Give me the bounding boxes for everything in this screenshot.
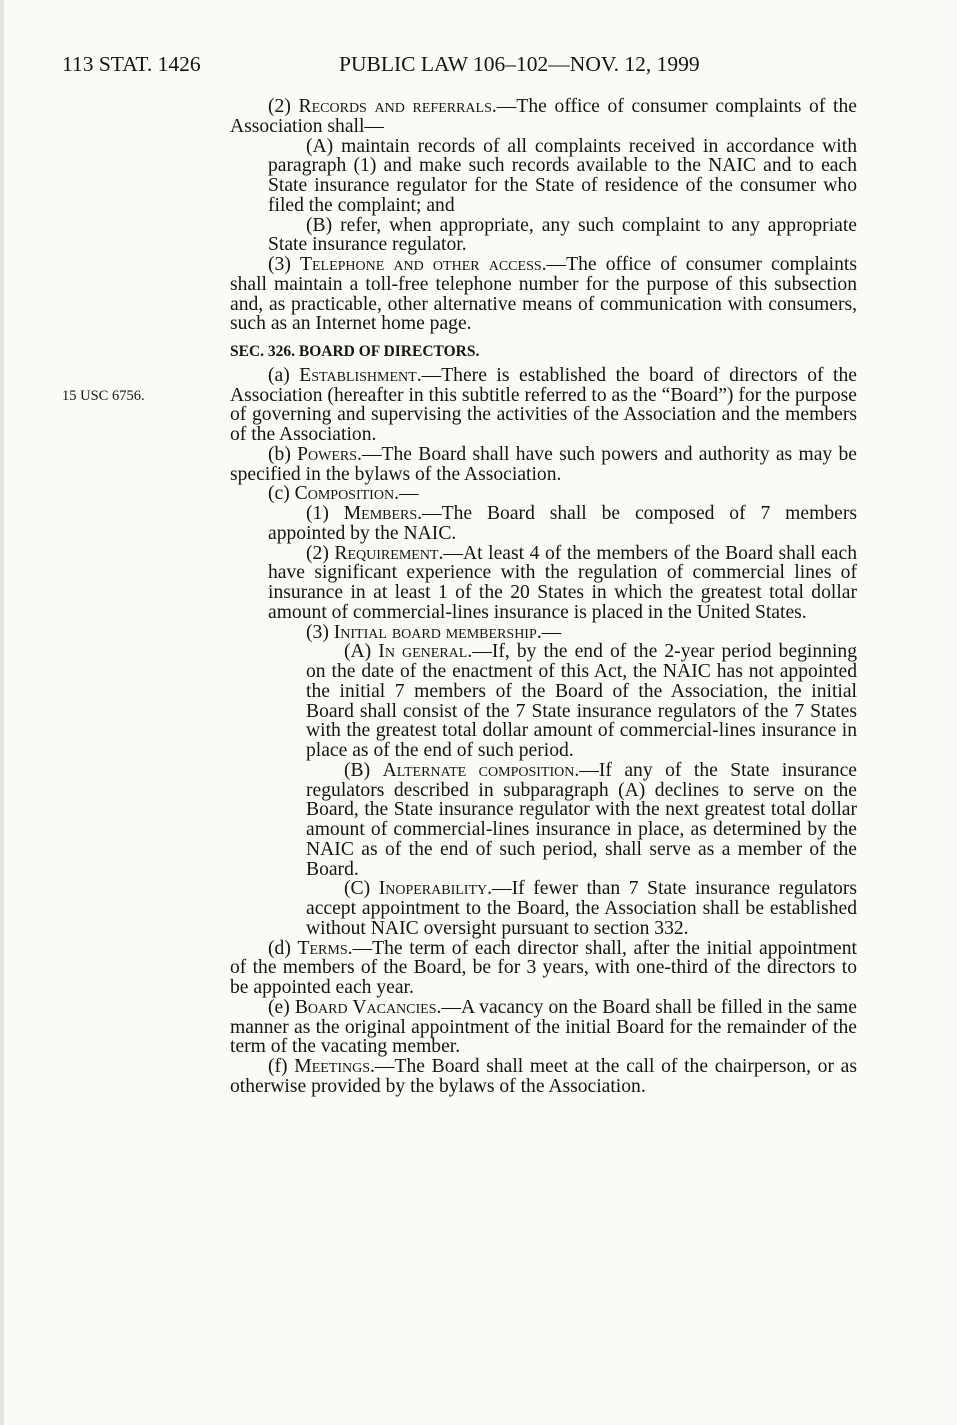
subsection-heading: Establishment. (299, 364, 422, 386)
subparagraph-c3B: (B) Alternate composition.—If any of the State insurance regulators described in subparagraph (A) declines to serve on the Board, the State insurance regulator with the next greatest total dollar amount of commercial-lines insurance in place, as determined by the NAIC as of the end of such period, shall serve as a member of the Board. (306, 759, 857, 880)
page-edge (0, 0, 4, 1425)
subparagraph-heading: Inoperability. (378, 878, 493, 900)
paragraph-heading: Initial board membership. (333, 621, 542, 643)
paragraph-2A: (A) maintain records of all complaints received in accordance with paragraph (1) and make such records available to the NAIC and to each State insurance regulator for the State of residence of the consumer who filed the complaint; and (268, 135, 857, 216)
subsection-heading: Board Vacancies. (294, 996, 442, 1018)
subparagraph-heading: In general. (378, 641, 473, 663)
paragraph-heading: Requirement. (334, 542, 444, 564)
paragraph-3: (3) Telephone and other access.—The office of consumer complaints shall maintain a toll-free telephone number for the purpose of this subsection and, as practicable, other alternative means of communication with consumers, such as an Internet home page. (230, 254, 857, 335)
subparagraph-heading: Alternate composition. (382, 759, 580, 781)
usc-margin-note: 15 USC 6756. (62, 388, 145, 404)
paragraph-c1: (1) Members.—The Board shall be composed of 7 members appointed by the NAIC. (268, 503, 857, 544)
section-heading: SEC. 326. BOARD OF DIRECTORS. (230, 343, 480, 360)
subsection-a: (a) Establishment.—There is established the board of directors of the Association (hereafter in this subtitle referred to as the “Board”) for the purpose of governing and supervising the activities of the Association and the members of the Association. (230, 364, 857, 445)
document-body (230, 97, 857, 1097)
paragraph-c3: (3) Initial board membership.— (306, 621, 562, 643)
paragraph-heading: Telephone and other access. (300, 254, 547, 275)
paragraph-c2: (2) Requirement.—At least 4 of the members of the Board shall each have significant experience with the regulation of commercial lines of insurance in at least 1 of the 20 States in which the greatest total dollar amount of commercial-lines insurance is placed in the United States. (268, 542, 858, 623)
subparagraph-c3C: (C) Inoperability.—If fewer than 7 State insurance regulators accept appointment to the Board, the Association shall be established without NAIC oversight pursuant to section 332. (306, 878, 857, 939)
stat-page-number: 113 STAT. 1426 (62, 52, 201, 76)
paragraph-heading: Records and referrals. (298, 96, 497, 117)
subsection-e: (e) Board Vacancies.—A vacancy on the Board shall be filled in the same manner as the original appointment of the initial Board for the remainder of the term of the vacating member. (230, 996, 857, 1058)
subsection-f: (f) Meetings.—The Board shall meet at the call of the chairperson, or as otherwise provided by the bylaws of the Association. (230, 1056, 857, 1097)
paragraph-2: (2) Records and referrals.—The office of consumer complaints of the Association shall— (230, 96, 857, 137)
subsection-heading: Powers. (297, 443, 362, 465)
public-law-citation: PUBLIC LAW 106–102—NOV. 12, 1999 (339, 52, 700, 76)
subsection-heading: Composition. (294, 483, 399, 505)
subparagraph-c3A: (A) In general.—If, by the end of the 2-year period beginning on the date of the enactment of this Act, the NAIC has not appointed the initial 7 members of the Board of the Association, the initial Board shall consist of the 7 State insurance regulators of the 7 States with the greatest total dollar amount of commercial-lines insurance in place as of the end of such period. (306, 641, 857, 761)
subsection-heading: Meetings. (294, 1056, 375, 1077)
subsection-d: (d) Terms.—The term of each director shall, after the initial appointment of the members of the Board, be for 3 years, with one-third of the directors to be appointed each year. (230, 937, 857, 998)
subsection-heading: Terms. (297, 937, 353, 959)
subsection-b: (b) Powers.—The Board shall have such powers and authority as may be specified in the bylaws of the Association. (230, 443, 857, 485)
subsection-c: (c) Composition.— (268, 483, 419, 505)
paragraph-2B: (B) refer, when appropriate, any such complaint to any appropriate State insurance regulator. (268, 214, 857, 256)
paragraph-heading: Members. (343, 503, 423, 524)
